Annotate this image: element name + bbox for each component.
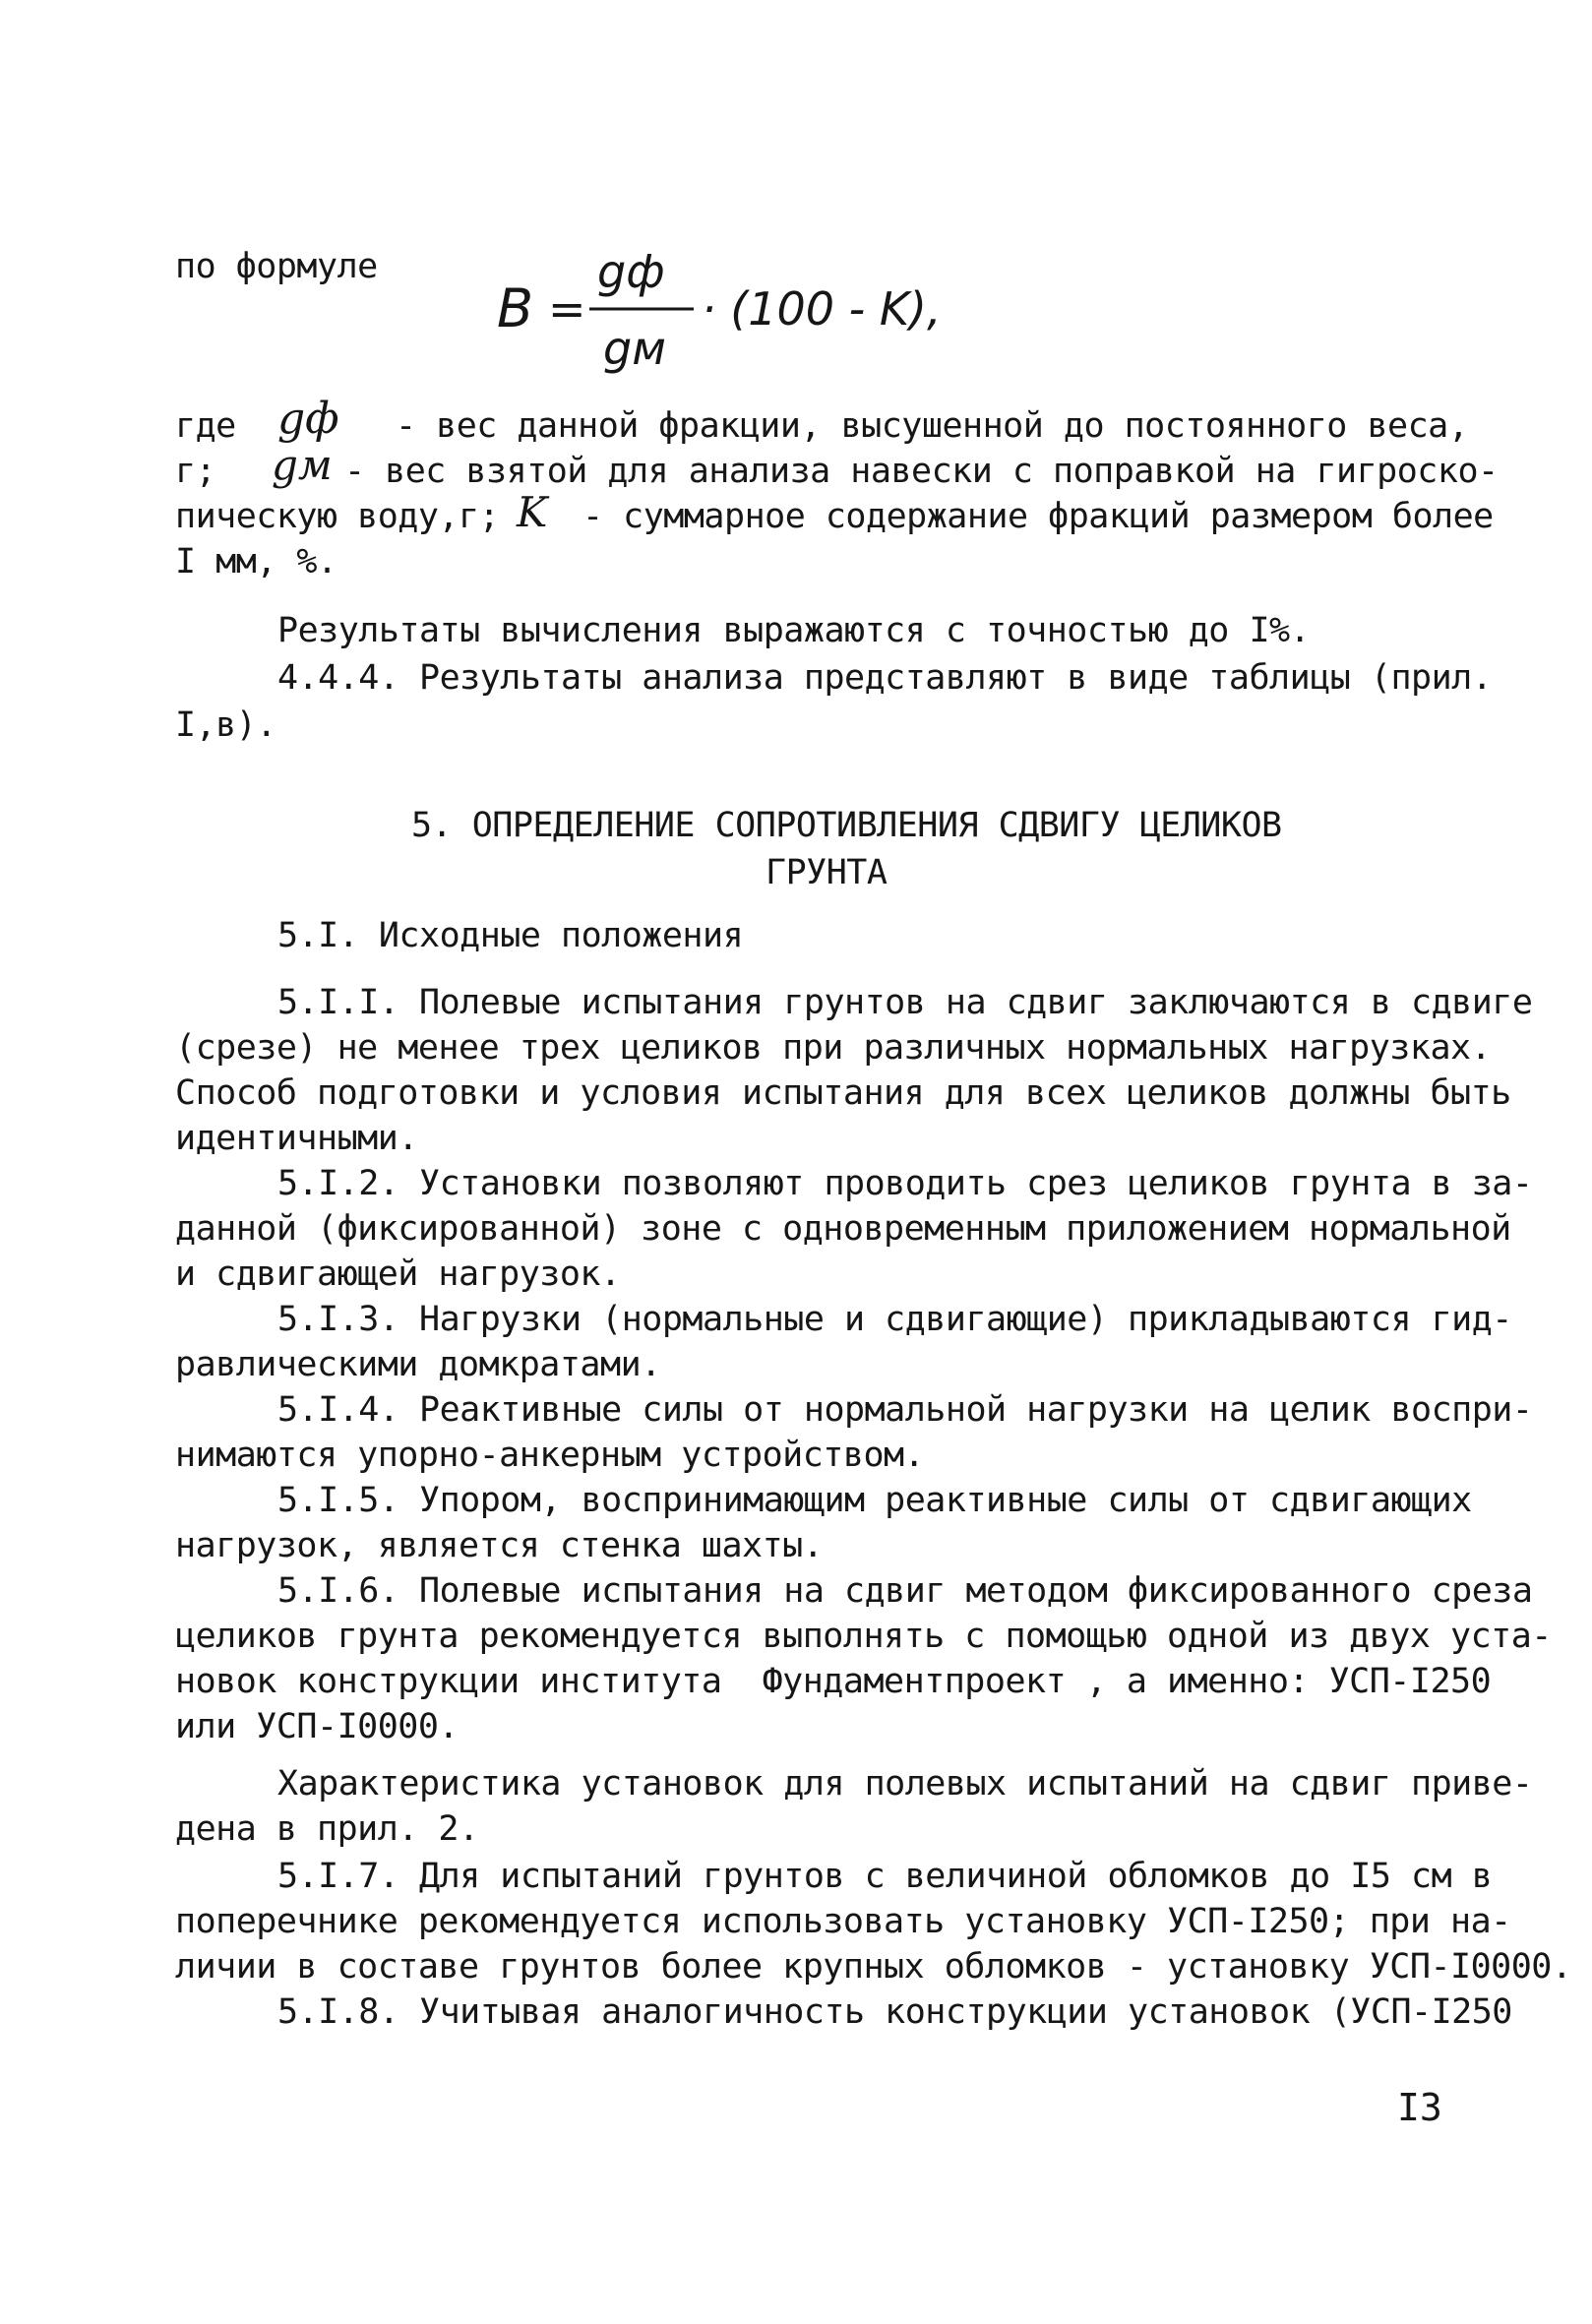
page-number: I3	[1397, 2086, 1442, 2129]
formula-numerator: gф	[597, 245, 665, 298]
definition-line-2-start: г;	[175, 452, 216, 491]
paragraph-line: целиков грунта рекомендуется выполнять с помощью одной из двух уста-	[175, 1617, 1552, 1656]
definition-line-3-start: пическую воду,г;	[175, 497, 500, 536]
formula-denominator: gм	[603, 322, 666, 375]
paragraph-line: 4.4.4. Результаты анализа представляют в виде таблицы (прил.	[277, 658, 1493, 698]
formula-lhs: B	[497, 277, 534, 339]
paragraph-line: Характеристика установок для полевых испытаний на сдвиг приве-	[277, 1764, 1533, 1804]
paragraph-line: идентичными.	[175, 1119, 418, 1158]
paragraph-line: поперечнике рекомендуется использовать установку УСП-I250; при на-	[175, 1902, 1511, 1941]
paragraph-line: дена в прил. 2.	[175, 1809, 479, 1849]
section-heading: 5. ОПРЕДЕЛЕНИЕ СОПРОТИВЛЕНИЯ СДВИГУ ЦЕЛИКОВ	[411, 806, 1282, 845]
paragraph-line: и сдвигающей нагрузок.	[175, 1254, 621, 1294]
paragraph-line: 5.I.7. Для испытаний грунтов с величиной обломков до I5 см в	[277, 1857, 1493, 1896]
paragraph-line: Результаты вычисления выражаются с точностью до I%.	[277, 611, 1311, 650]
definition-line-3: - суммарное содержание фракций размером более	[582, 497, 1494, 536]
paragraph-line: 5.I.5. Упором, воспринимающим реактивные силы от сдвигающих	[277, 1481, 1472, 1520]
formula	[497, 236, 1009, 394]
definition-line-4: I мм, %.	[175, 542, 337, 581]
paragraph-line: Способ подготовки и условия испытания для всех целиков должны быть	[175, 1073, 1511, 1113]
section-heading-cont: ГРУНТА	[765, 853, 888, 892]
paragraph-line: равлическими домкратами.	[175, 1345, 661, 1384]
formula-equals: =	[548, 282, 586, 336]
paragraph-line: данной (фиксированной) зоне с одновременным приложением нормальной	[175, 1209, 1511, 1249]
paragraph-line: личии в составе грунтов более крупных обломков - установку УСП-I0000.	[175, 1947, 1572, 1987]
definition-line-1: - вес данной фракции, высушенной до постоянного веса,	[396, 406, 1469, 446]
definition-line-2: - вес взятой для анализа навески с поправкой на гигроско-	[344, 452, 1499, 491]
paragraph-line: 5.I.8. Учитывая аналогичность конструкции установок (УСП-I250	[277, 1992, 1512, 2032]
paragraph-line: (срезе) не менее трех целиков при различных нормальных нагрузках.	[175, 1028, 1492, 1068]
formula-rest: · (100 - K),	[702, 282, 942, 336]
subsection-heading: 5.I. Исходные положения	[277, 916, 744, 955]
paragraph-line: или УСП-I0000.	[175, 1707, 459, 1746]
paragraph-line: нагрузок, является стенка шахты.	[175, 1526, 824, 1565]
paragraph-line: 5.I.2. Установки позволяют проводить срез целиков грунта в за-	[277, 1164, 1533, 1203]
definition-symbol-1: gф	[277, 394, 339, 444]
paragraph-line: 5.I.6. Полевые испытания на сдвиг методом фиксированного среза	[277, 1571, 1533, 1611]
paragraph-line: 5.I.3. Нагрузки (нормальные и сдвигающие) прикладываются гид-	[277, 1300, 1512, 1339]
definition-symbol-3: K	[517, 488, 548, 536]
paragraph-line: новок конструкции института Фундаментпроект , а именно: УСП-I250	[175, 1662, 1492, 1701]
intro-text: по формуле	[175, 247, 378, 286]
formula-svg	[497, 236, 1009, 394]
paragraph-line: 5.I.4. Реактивные силы от нормальной нагрузки на целик воспри-	[277, 1390, 1533, 1430]
paragraph-line: нимаются упорно-анкерным устройством.	[175, 1436, 925, 1475]
paragraph-line: I,в).	[175, 705, 276, 745]
definition-symbol-2: gм	[272, 441, 333, 489]
definition-where: где	[175, 406, 236, 446]
paragraph-line: 5.I.I. Полевые испытания грунтов на сдвиг заключаются в сдвиге	[277, 983, 1533, 1022]
